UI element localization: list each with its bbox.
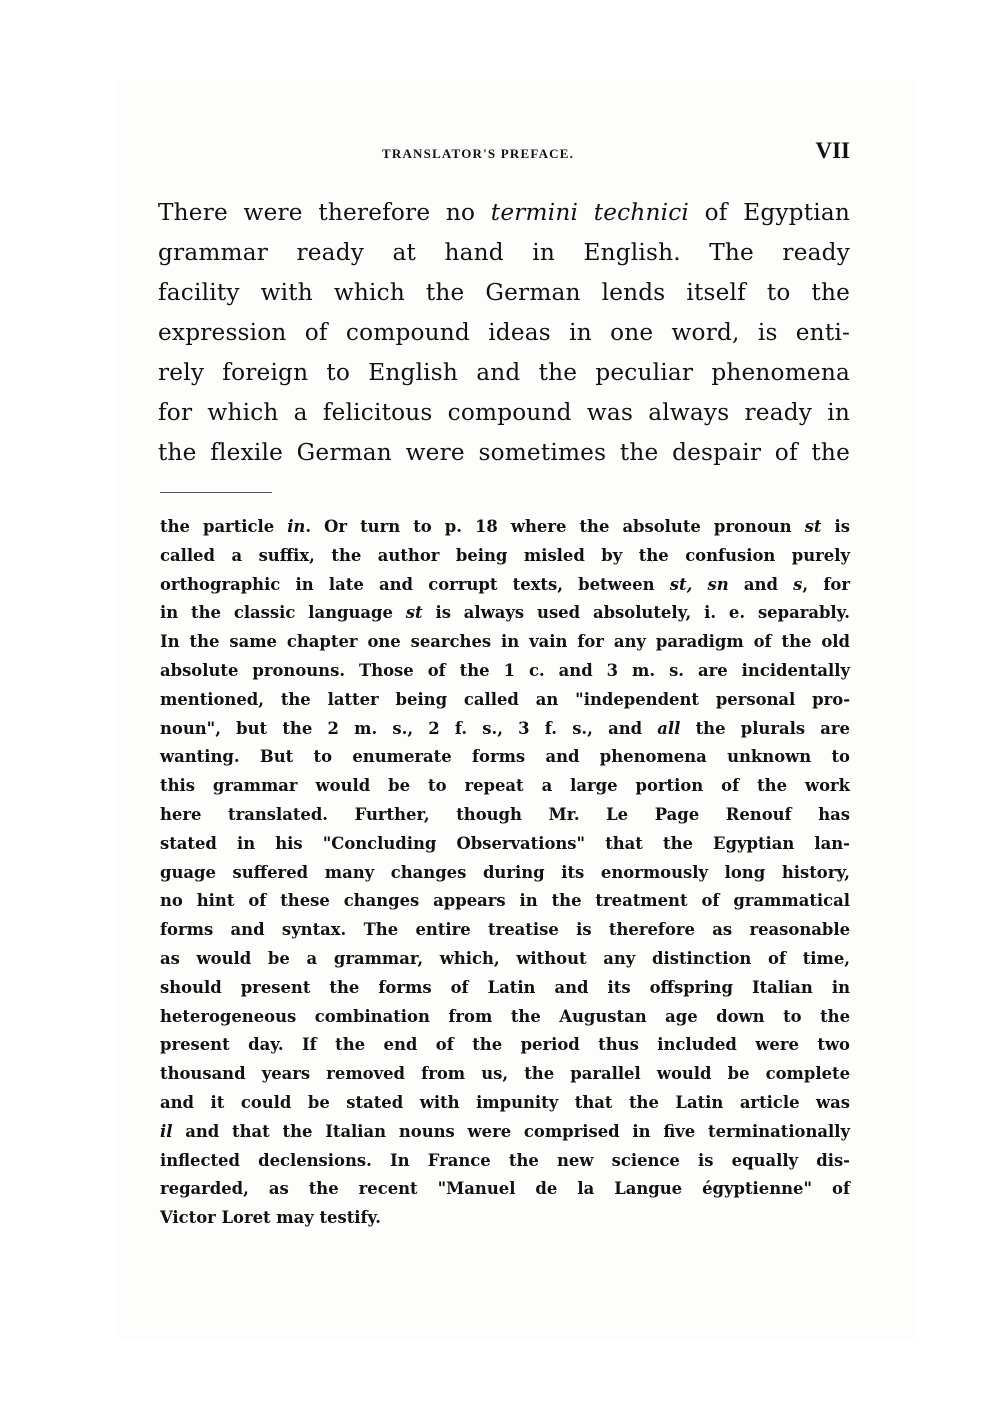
- footnote-line: should present the forms of Latin and its offspring Italian in: [160, 977, 850, 997]
- footnote-line: wanting. But to enumerate forms and phenomena unknown to: [160, 747, 850, 767]
- footnote-line: noun", but the 2 m. s., 2 f. s., 3 f. s., and all the plurals are: [160, 718, 850, 738]
- footnote-line: forms and syntax. The entire treatise is therefore as reasonable: [160, 920, 850, 940]
- main-text-line: for which a felicitous compound was always ready in: [158, 399, 850, 426]
- footnote: [160, 513, 850, 1233]
- page-number: VII: [815, 138, 850, 163]
- footnote-line: and it could be stated with impunity that the Latin article was: [160, 1092, 850, 1112]
- footnote-line: thousand years removed from us, the parallel would be complete: [160, 1064, 850, 1084]
- footnote-line: regarded, as the recent "Manuel de la Langue égyptienne" of: [160, 1179, 850, 1199]
- main-text-line: facility with which the German lends itself to the: [158, 279, 850, 306]
- footnote-separator: [160, 492, 272, 493]
- footnote-line: stated in his "Concluding Observations" that the Egyptian lan-: [160, 833, 850, 853]
- footnote-line: il and that the Italian nouns were comprised in five terminationally: [160, 1121, 850, 1141]
- main-text-line: rely foreign to English and the peculiar phenomena: [158, 359, 850, 386]
- footnote-line: orthographic in late and corrupt texts, between st, sn and s, for: [160, 574, 850, 594]
- running-head: [160, 138, 850, 168]
- footnote-line: here translated. Further, though Mr. Le Page Renouf has: [160, 804, 850, 824]
- footnote-line: this grammar would be to repeat a large portion of the work: [160, 776, 850, 796]
- running-title: TRANSLATOR'S PREFACE.: [382, 146, 575, 161]
- main-text-line: There were therefore no termini technici of Egyptian: [158, 199, 850, 226]
- footnote-line: guage suffered many changes during its enormously long history,: [160, 862, 850, 882]
- footnote-line: Victor Loret may testify.: [160, 1208, 381, 1228]
- footnote-line: heterogeneous combination from the Augustan age down to the: [160, 1006, 850, 1026]
- footnote-line: inflected declensions. In France the new science is equally dis-: [160, 1150, 850, 1170]
- footnote-line: mentioned, the latter being called an "independent personal pro-: [160, 689, 850, 709]
- footnote-line: the particle in. Or turn to p. 18 where the absolute pronoun st is: [160, 517, 851, 536]
- footnote-line: absolute pronouns. Those of the 1 c. and 3 m. s. are incidentally: [160, 660, 850, 680]
- main-text-line: the flexile German were sometimes the despair of the: [158, 439, 850, 466]
- main-text-line: expression of compound ideas in one word, is enti-: [158, 319, 850, 346]
- main-text-line: grammar ready at hand in English. The ready: [158, 239, 850, 266]
- main-text: [158, 193, 850, 473]
- footnote-line: In the same chapter one searches in vain for any paradigm of the old: [160, 632, 850, 652]
- footnote-line: no hint of these changes appears in the treatment of grammatical: [160, 891, 850, 911]
- footnote-line: as would be a grammar, which, without any distinction of time,: [160, 948, 850, 968]
- footnote-line: called a suffix, the author being misled by the confusion purely: [160, 545, 850, 565]
- footnote-line: in the classic language st is always used absolutely, i. e. separably.: [160, 603, 850, 623]
- footnote-line: present day. If the end of the period thus included were two: [160, 1035, 850, 1055]
